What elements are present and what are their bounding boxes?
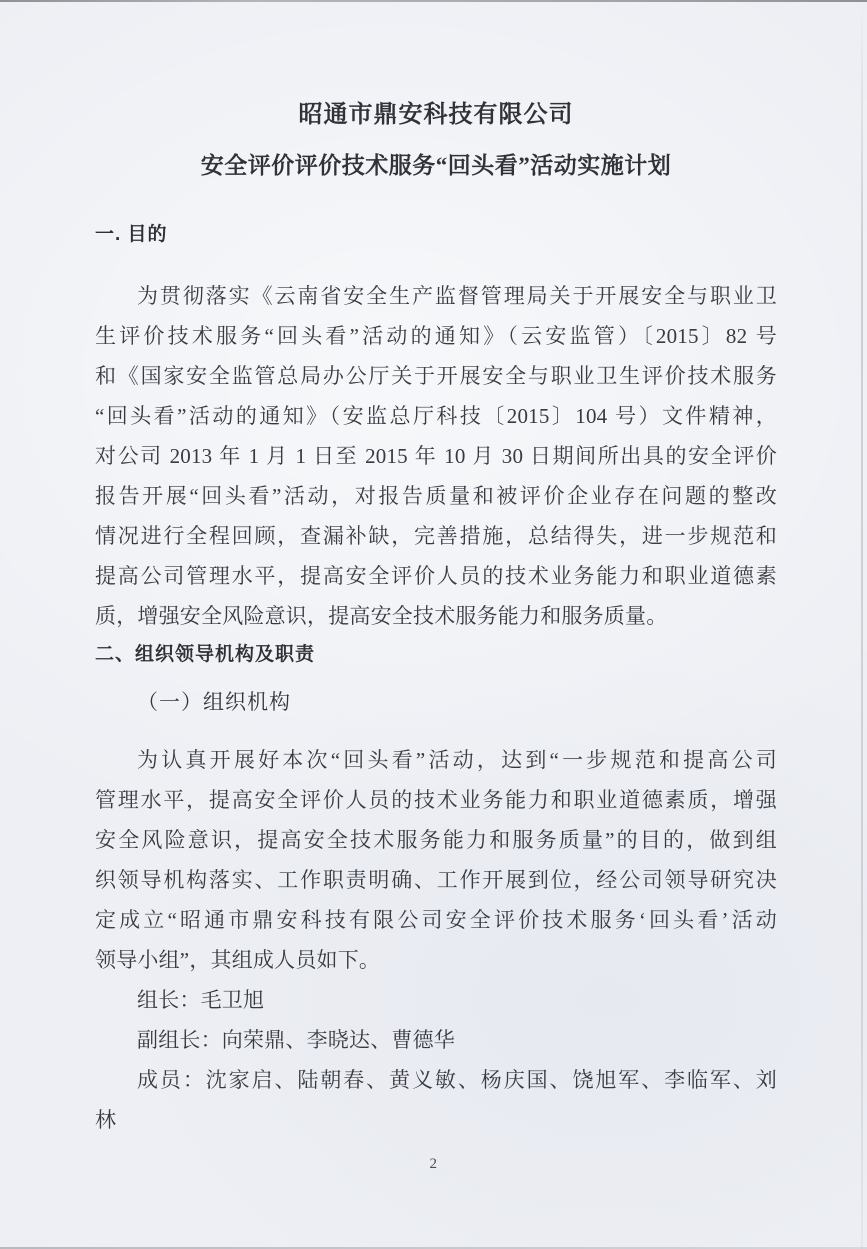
- document-title: 昭通市鼎安科技有限公司: [298, 102, 574, 128]
- subsection-heading-org-structure: （一）组织机构: [137, 690, 291, 714]
- scan-edge-right: [861, 0, 863, 1249]
- roster-line-members-wrap: 林: [95, 1108, 117, 1132]
- text-line: 提高公司管理水平，提高安全评价人员的技术业务能力和职业道德素: [95, 564, 777, 588]
- paragraph-purpose: [95, 276, 777, 636]
- text-line: 定成立“昭通市鼎安科技有限公司安全评价技术服务‘回头看’活动: [95, 908, 777, 932]
- text-line: 质，增强安全风险意识，提高安全技术服务能力和服务质量。: [95, 604, 668, 628]
- text-line: 为认真开展好本次“回头看”活动，达到“一步规范和提高公司: [137, 748, 777, 772]
- document-subtitle: 安全评价评价技术服务“回头看”活动实施计划: [200, 153, 672, 178]
- leading-group-roster: [95, 980, 777, 1140]
- text-line: 情况进行全程回顾，查漏补缺，完善措施，总结得失，进一步规范和: [95, 524, 777, 548]
- text-line: 对公司 2013 年 1 月 1 日至 2015 年 10 月 30 日期间所出具的安全评价: [95, 444, 777, 468]
- roster-line-members: 成员：沈家启、陆朝春、黄义敏、杨庆国、饶旭军、李临军、刘: [137, 1068, 777, 1092]
- document-content: [95, 0, 777, 1140]
- text-line: “回头看”活动的通知》（安监总厅科技〔2015〕104 号）文件精神，: [95, 404, 777, 428]
- page-number: 2: [429, 1156, 438, 1172]
- text-line: 为贯彻落实《云南省安全生产监督管理局关于开展安全与职业卫: [137, 284, 777, 308]
- section-heading-organization: 二、组织领导机构及职责: [95, 644, 316, 665]
- paragraph-organization: [95, 740, 777, 980]
- text-line: 领导小组”，其组成人员如下。: [95, 948, 381, 972]
- text-line: 安全风险意识，提高安全技术服务能力和服务质量”的目的，做到组: [95, 828, 777, 852]
- section-heading-purpose: 一. 目的: [95, 224, 168, 245]
- roster-line-leader: 组长：毛卫旭: [137, 988, 265, 1012]
- roster-line-deputy-leaders: 副组长：向荣鼎、李晓达、曹德华: [137, 1028, 455, 1052]
- text-line: 报告开展“回头看”活动，对报告质量和被评价企业存在问题的整改: [95, 484, 777, 508]
- text-line: 和《国家安全监管总局办公厅关于开展安全与职业卫生评价技术服务: [95, 364, 777, 388]
- text-line: 生评价技术服务“回头看”活动的通知》（云安监管）〔2015〕82 号: [95, 324, 777, 348]
- text-line: 管理水平，提高安全评价人员的技术业务能力和职业道德素质，增强: [95, 788, 777, 812]
- text-line: 织领导机构落实、工作职责明确、工作开展到位，经公司领导研究决: [95, 868, 777, 892]
